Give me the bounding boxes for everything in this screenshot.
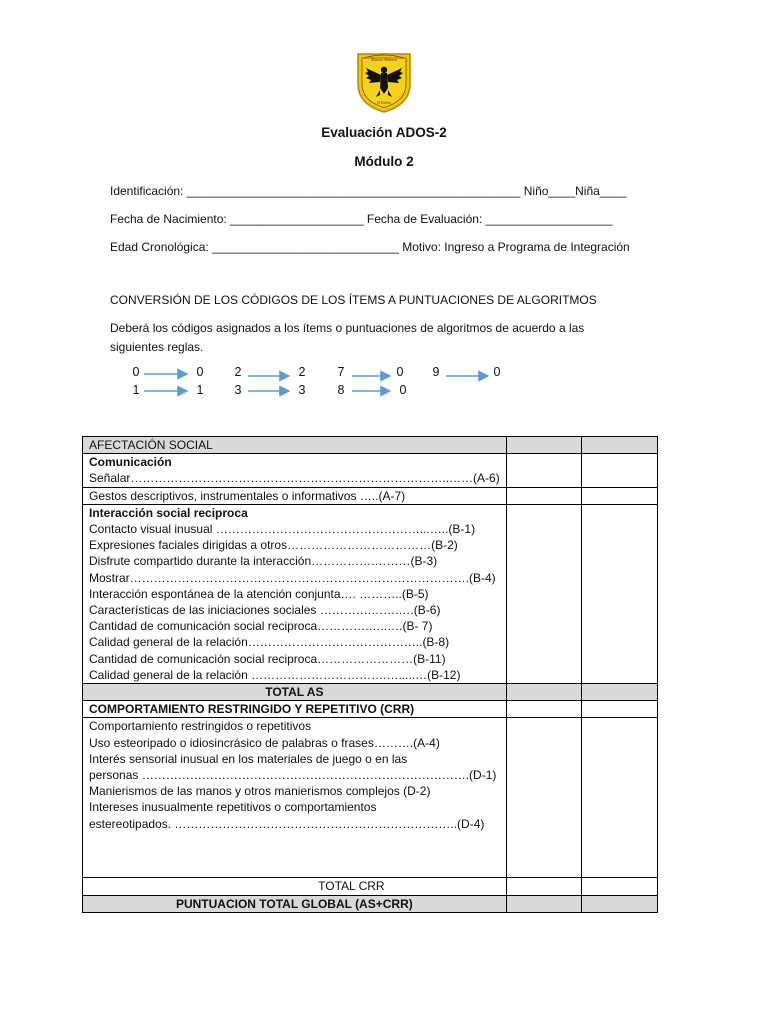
score-cell[interactable] — [506, 437, 582, 454]
conversion-heading: CONVERSIÓN DE LOS CÓDIGOS DE LOS ÍTEMS A PUNTUACIONES DE ALGORITMOS — [110, 293, 597, 307]
interaccion-title: Interacción social reciproca — [89, 505, 248, 520]
score-cell[interactable] — [506, 454, 582, 487]
rule-target-8: 0 — [399, 383, 407, 397]
total-global-cell[interactable] — [582, 895, 658, 912]
rule-source-3: 3 — [234, 383, 242, 397]
table-row-comunicacion — [83, 454, 658, 487]
table-row-interaccion — [83, 504, 658, 683]
score-cell[interactable] — [506, 504, 582, 683]
item-d1-line1: Interés sensorial inusual en los materiales de juego o en las — [89, 751, 408, 766]
score-cell[interactable] — [582, 701, 658, 718]
score-cell[interactable] — [582, 487, 658, 504]
rule-source-7: 7 — [337, 365, 345, 379]
score-cell[interactable] — [506, 487, 582, 504]
item-b3: Disfrute compartido durante la interacción…………….………(B-3) — [89, 554, 438, 569]
total-as-label: TOTAL AS — [83, 684, 507, 701]
rule-target-9: 0 — [493, 365, 501, 379]
item-b1: Contacto visual inusual ……………………………………………...…..(B-1) — [89, 522, 476, 537]
item-b8: Calidad general de la relación……………………………………..(B-8) — [89, 635, 450, 650]
rule-target-1: 1 — [196, 383, 204, 397]
item-b12: Calidad general de la relación …………………………….….....…(B-12) — [89, 667, 461, 682]
score-cell[interactable] — [506, 718, 582, 878]
item-d4-line2: estereotipados. ……………………………………………………………..(D-4) — [89, 816, 485, 831]
item-b5: Interacción espontánea de la atención conjunta…. ………..(B-5) — [89, 586, 429, 601]
rule-source-0: 0 — [132, 365, 140, 379]
rule-source-1: 1 — [132, 383, 140, 397]
item-b2: Expresiones faciales dirigidas a otros………………………………(B-2) — [89, 538, 458, 553]
item-gestos: Gestos descriptivos, instrumentales o informativos …..(A-7) — [89, 488, 406, 503]
table-row-total-global — [83, 895, 658, 912]
table-row-gestos — [83, 487, 658, 504]
item-b6: Características de las iniciaciones sociales ………….…….….(B-6) — [89, 603, 441, 618]
total-crr-cell[interactable] — [582, 878, 658, 895]
rule-target-0: 0 — [196, 365, 204, 379]
total-global-cell[interactable] — [506, 895, 582, 912]
score-cell[interactable] — [582, 437, 658, 454]
total-as-cell[interactable] — [582, 684, 658, 701]
rule-source-9: 9 — [432, 365, 440, 379]
item-d2: Manierismos de las manos y otros manierismos complejos (D-2) — [89, 784, 431, 799]
crest-banner-text-bottom: El Robles — [377, 101, 391, 105]
item-b11: Cantidad de comunicación social reciproca……………………(B-11) — [89, 651, 446, 666]
document-subtitle: Módulo 2 — [354, 154, 414, 169]
table-row-crr-items — [83, 718, 658, 878]
table-row-afectacion-header — [83, 437, 658, 454]
item-a4: Uso esteoripado o idiosincrásico de palabras o frases……….(A-4) — [89, 735, 440, 750]
afectacion-social-header: AFECTACIÓN SOCIAL — [83, 437, 507, 454]
score-cell[interactable] — [582, 504, 658, 683]
table-row-total-as — [83, 684, 658, 701]
crr-header: COMPORTAMIENTO RESTRINGIDO Y REPETITIVO (CRR) — [83, 701, 507, 718]
score-cell[interactable] — [582, 718, 658, 878]
rule-source-2: 2 — [234, 365, 242, 379]
identificacion-field: Identificación: __________________________________________________ Niño____Niña____ — [110, 184, 627, 198]
table-row-crr-header — [83, 701, 658, 718]
score-cell[interactable] — [506, 701, 582, 718]
item-senalar: Señalar……………………………………………………………………..……(A-6) — [89, 471, 500, 486]
item-d1-line2: personas ……………………………………………………………………….(D-1) — [89, 768, 497, 783]
conversion-arrows — [0, 0, 768, 420]
edad-motivo-field: Edad Cronológica: ____________________________ Motivo: Ingreso a Programa de Integración — [110, 240, 630, 254]
comunicacion-title: Comunicación — [89, 455, 172, 470]
item-d4-line1: Intereses inusualmente repetitivos o comportamientos — [89, 800, 377, 815]
score-cell[interactable] — [582, 454, 658, 487]
item-b7: Cantidad de comunicación social reciproca………….…..….(B- 7) — [89, 619, 433, 634]
conversion-instructions: Deberá los códigos asignados a los ítems o puntuaciones de algoritmos de acuerdo a las siguientes reglas. — [110, 321, 585, 354]
crr-subtitle: Comportamiento restringidos o repetitivos — [89, 719, 312, 734]
fechas-field: Fecha de Nacimiento: ____________________ Fecha de Evaluación: ___________________ — [110, 212, 613, 226]
total-global-label: PUNTUACION TOTAL GLOBAL (AS+CRR) — [83, 895, 507, 912]
crest-banner-text-top: Alianza Alemana — [371, 58, 397, 62]
rule-target-7: 0 — [396, 365, 404, 379]
total-crr-cell[interactable] — [506, 878, 582, 895]
table-row-total-crr — [83, 878, 658, 895]
rule-source-8: 8 — [337, 383, 345, 397]
total-crr-label: TOTAL CRR — [83, 878, 507, 895]
scoring-table — [82, 436, 658, 913]
item-b4: Mostrar………………………………………………………………………….(B-4) — [89, 570, 496, 585]
document-title: Evaluación ADOS-2 — [321, 125, 447, 140]
rule-target-3: 3 — [298, 383, 306, 397]
total-as-cell[interactable] — [506, 684, 582, 701]
rule-target-2: 2 — [298, 365, 306, 379]
